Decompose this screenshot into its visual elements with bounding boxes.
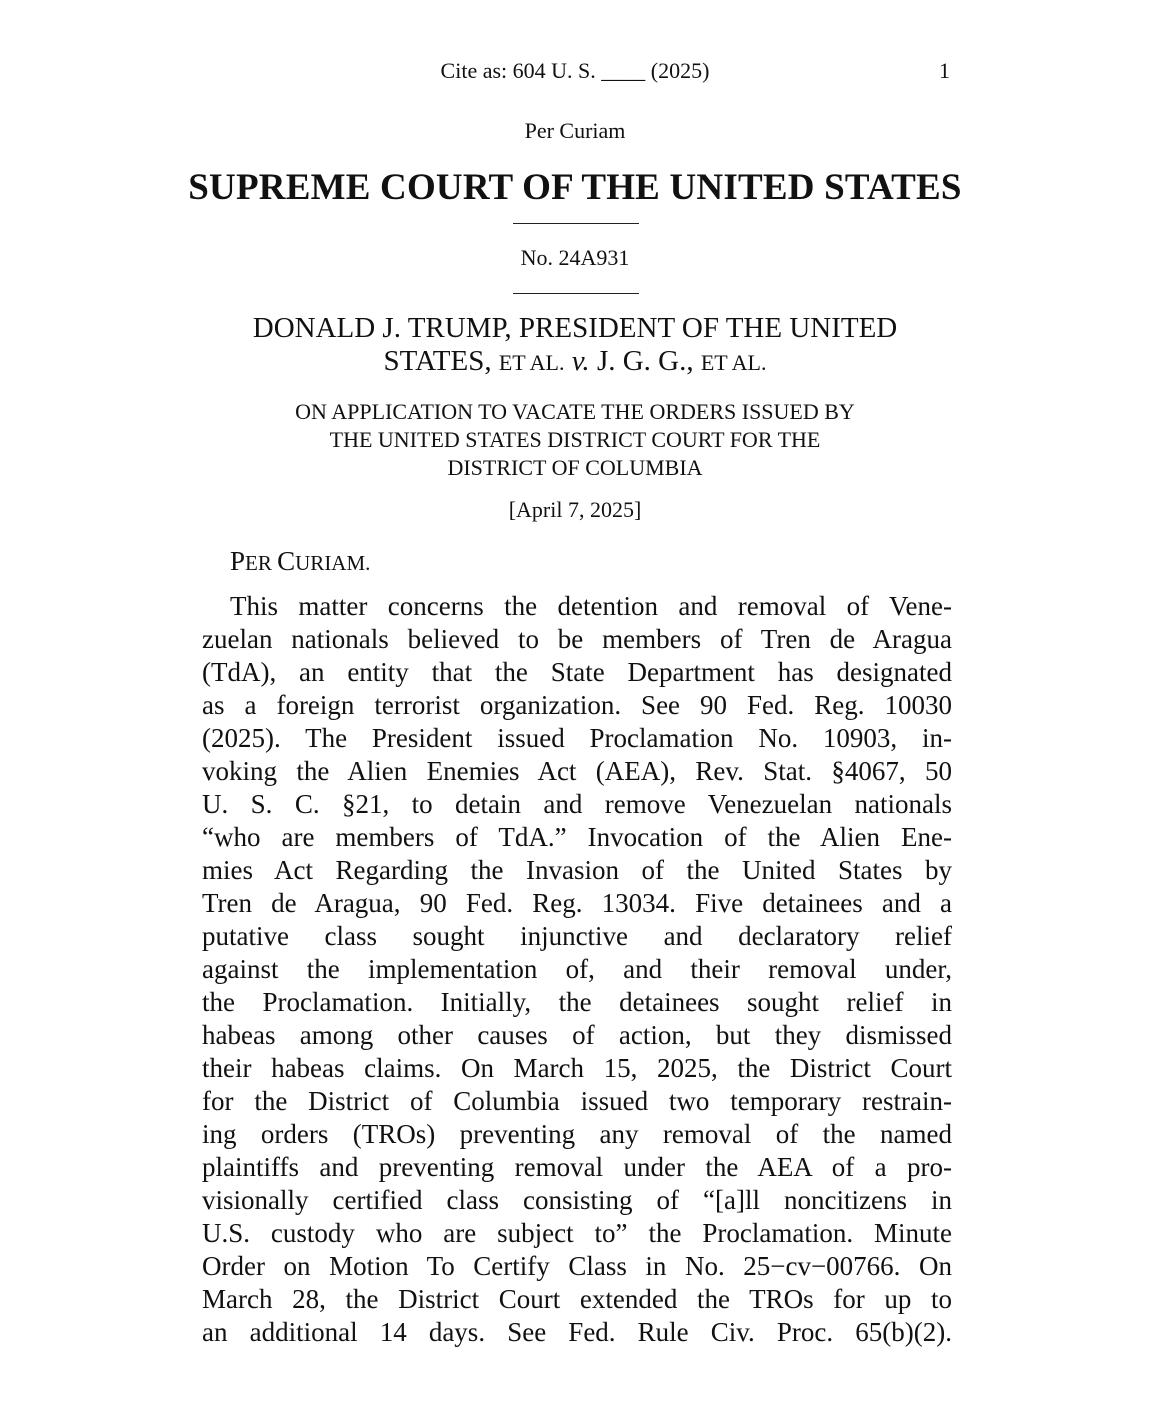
body-line: U. S. C. §21, to detain and remove Venezuelan nationals bbox=[202, 789, 952, 819]
application-line: ON APPLICATION TO VACATE THE ORDERS ISSUED BY bbox=[295, 399, 855, 424]
body-line: zuelan nationals believed to be members of Tren de Aragua bbox=[202, 624, 952, 654]
citation: Cite as: 604 U. S. ____ (2025) bbox=[440, 58, 710, 83]
divider-rule bbox=[513, 293, 639, 294]
body-line: This matter concerns the detention and removal of Vene- bbox=[230, 591, 952, 621]
body-line: as a foreign terrorist organization. See 90 Fed. Reg. 10030 bbox=[202, 690, 952, 720]
body-line: voking the Alien Enemies Act (AEA), Rev. Stat. §4067, 50 bbox=[202, 756, 952, 786]
body-line: an additional 14 days. See Fed. Rule Civ. Proc. 65(b)(2). bbox=[202, 1317, 952, 1347]
title-cap: C bbox=[277, 546, 296, 576]
caption-line-2 bbox=[0, 345, 1150, 379]
title-small: ER bbox=[245, 551, 278, 575]
opinion-title bbox=[230, 546, 370, 577]
body-line: (2025). The President issued Proclamation No. 10903, in- bbox=[202, 723, 952, 753]
decision-date: [April 7, 2025] bbox=[508, 497, 642, 522]
body-line: mies Act Regarding the Invasion of the United States by bbox=[202, 855, 952, 885]
title-cap: P bbox=[230, 546, 246, 576]
body-line: March 28, the District Court extended the TROs for up to bbox=[202, 1284, 952, 1314]
title-small: URIAM. bbox=[295, 551, 371, 575]
body-line: the Proclamation. Initially, the detainees sought relief in bbox=[202, 987, 952, 1017]
body-line: against the implementation of, and their removal under, bbox=[202, 954, 952, 984]
divider-rule bbox=[513, 223, 639, 224]
application-line: DISTRICT OF COLUMBIA bbox=[447, 455, 703, 480]
caption-part: STATES, bbox=[383, 345, 499, 377]
opinion-body bbox=[202, 590, 952, 1349]
application-statement bbox=[0, 398, 1150, 482]
body-line: visionally certified class consisting of “[a]ll noncitizens in bbox=[202, 1185, 952, 1215]
body-line: ing orders (TROs) preventing any removal of the named bbox=[202, 1119, 952, 1149]
body-line: for the District of Columbia issued two temporary restrain- bbox=[202, 1086, 952, 1116]
caption-et-al: ET AL. bbox=[700, 350, 767, 375]
body-line: U.S. custody who are subject to” the Proclamation. Minute bbox=[202, 1218, 952, 1248]
caption-part: J. G. G., bbox=[589, 345, 701, 377]
per-curiam-heading: Per Curiam bbox=[524, 118, 626, 143]
case-caption bbox=[0, 312, 1150, 379]
caption-et-al: ET AL. bbox=[498, 350, 565, 375]
running-header bbox=[0, 58, 1170, 90]
court-name: SUPREME COURT OF THE UNITED STATES bbox=[188, 167, 962, 208]
caption-line-1: DONALD J. TRUMP, PRESIDENT OF THE UNITED bbox=[252, 312, 898, 344]
docket-number: No. 24A931 bbox=[520, 245, 630, 270]
body-line: (TdA), an entity that the State Department has designated bbox=[202, 657, 952, 687]
caption-versus: v. bbox=[564, 345, 590, 377]
body-line: “who are members of TdA.” Invocation of the Alien Ene- bbox=[202, 822, 952, 852]
body-line: their habeas claims. On March 15, 2025, the District Court bbox=[202, 1053, 952, 1083]
body-line: Order on Motion To Certify Class in No. 25−cv−00766. On bbox=[202, 1251, 952, 1281]
application-line: THE UNITED STATES DISTRICT COURT FOR THE bbox=[329, 427, 821, 452]
body-line: Tren de Aragua, 90 Fed. Reg. 13034. Five detainees and a bbox=[202, 888, 952, 918]
page-number: 1 bbox=[939, 58, 950, 83]
body-line: plaintiffs and preventing removal under the AEA of a pro- bbox=[202, 1152, 952, 1182]
body-line: putative class sought injunctive and declaratory relief bbox=[202, 921, 952, 951]
body-line: habeas among other causes of action, but they dismissed bbox=[202, 1020, 952, 1050]
